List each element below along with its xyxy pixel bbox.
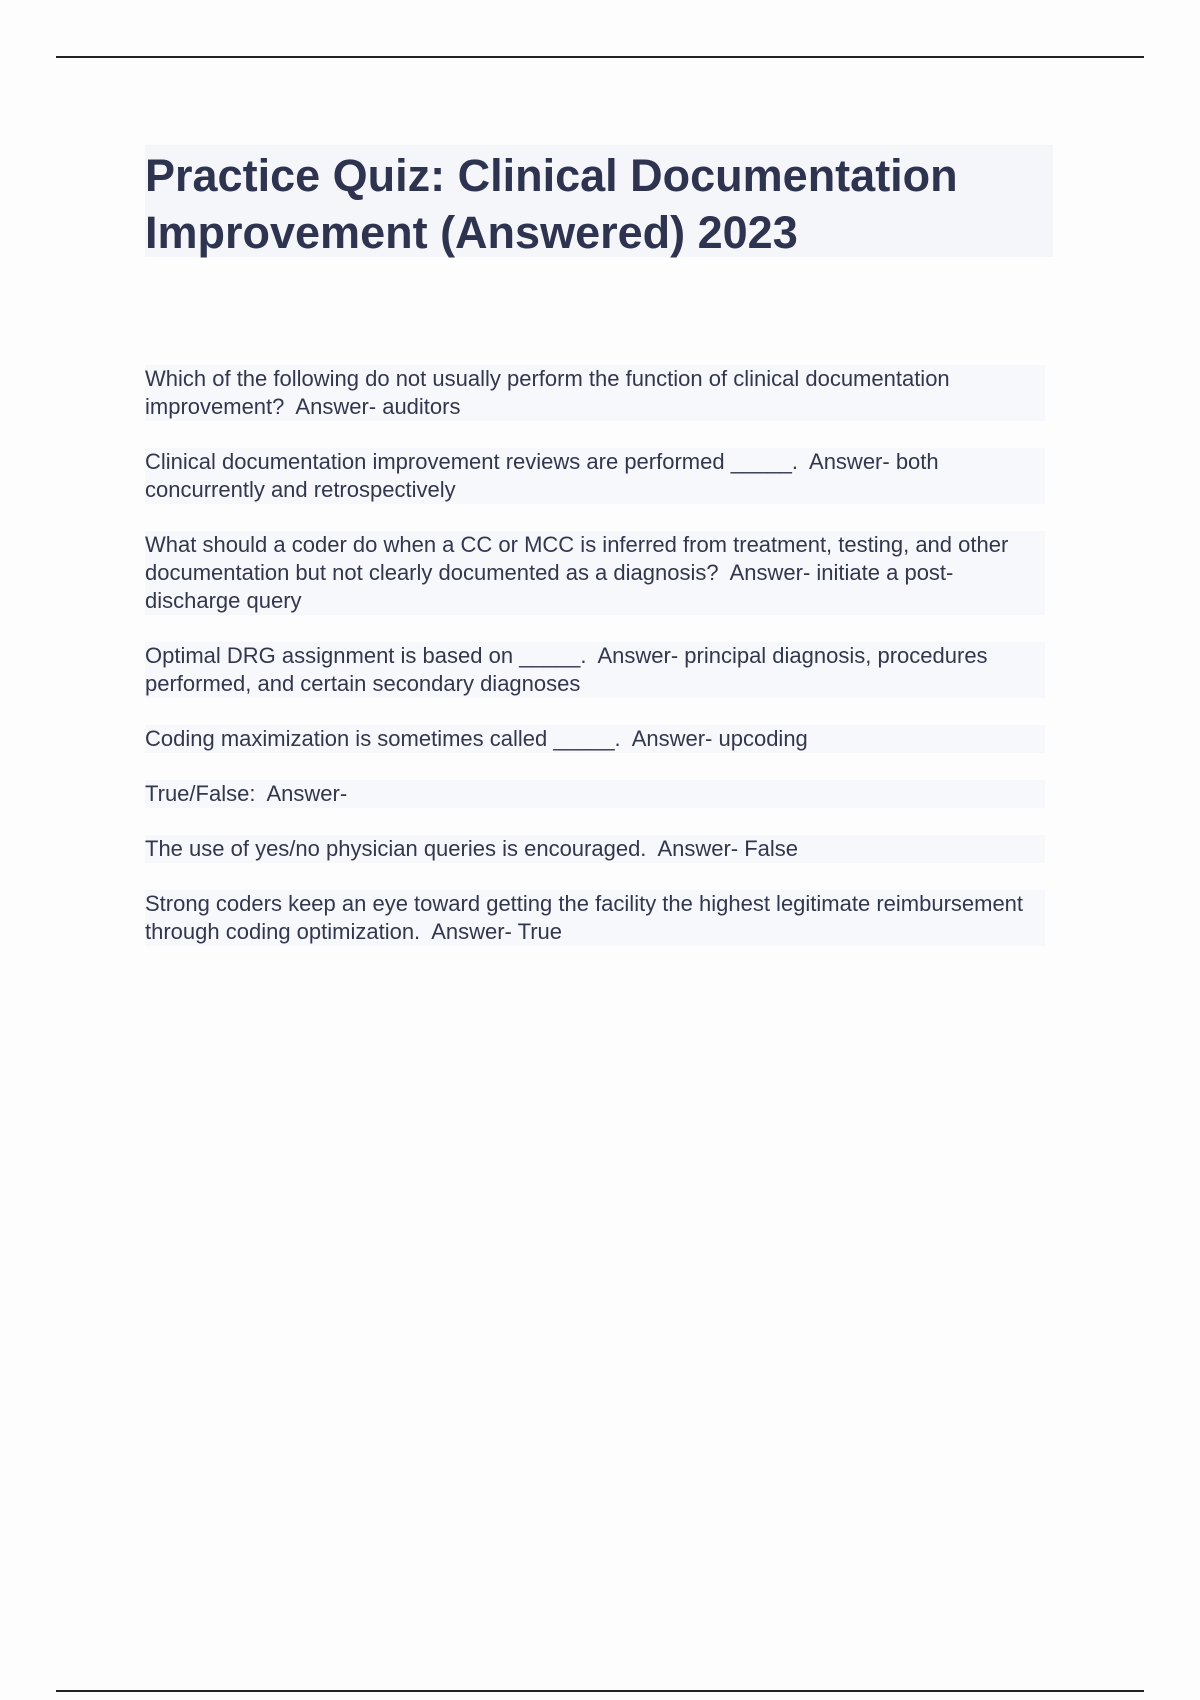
top-rule — [56, 56, 1144, 58]
question-text: Optimal DRG assignment is based on _____. — [145, 643, 587, 668]
qa-item-7 — [145, 835, 1045, 863]
question-text: The use of yes/no physician queries is encouraged. — [145, 836, 647, 861]
qa-item-6 — [145, 780, 1045, 808]
question-text: Clinical documentation improvement reviews are performed _____. — [145, 449, 798, 474]
answer-text: Answer- initiate a post-discharge query — [145, 560, 954, 613]
qa-item-2 — [145, 448, 1045, 504]
question-text: Strong coders keep an eye toward getting the facility the highest legitimate reimbursement through coding optimization. — [145, 891, 1030, 944]
question-text: True/False: — [145, 781, 256, 806]
qa-item-4 — [145, 642, 1045, 698]
question-text: Coding maximization is sometimes called _____. — [145, 726, 621, 751]
answer-text: Answer- True — [431, 919, 563, 944]
answer-text: Answer- False — [657, 836, 799, 861]
answer-text: Answer- both concurrently and retrospectively — [145, 449, 945, 502]
answer-text: Answer- principal diagnosis, procedures performed, and certain secondary diagnoses — [145, 643, 994, 696]
answer-text: Answer- — [266, 781, 348, 806]
page-title: Practice Quiz: Clinical Documentation Improvement (Answered) 2023 — [145, 150, 958, 258]
qa-item-8 — [145, 890, 1045, 946]
answer-text: Answer- upcoding — [631, 726, 808, 751]
qa-item-3 — [145, 531, 1045, 615]
qa-item-1 — [145, 365, 1045, 421]
bottom-rule — [56, 1690, 1144, 1692]
qa-list — [145, 365, 1045, 946]
question-text: Which of the following do not usually perform the function of clinical documentation improvement? — [145, 366, 956, 419]
question-text: What should a coder do when a CC or MCC is inferred from treatment, testing, and other documentation but not clearly documented as a diagnosis? — [145, 532, 1015, 585]
qa-item-5 — [145, 725, 1045, 753]
answer-text: Answer- auditors — [295, 394, 461, 419]
